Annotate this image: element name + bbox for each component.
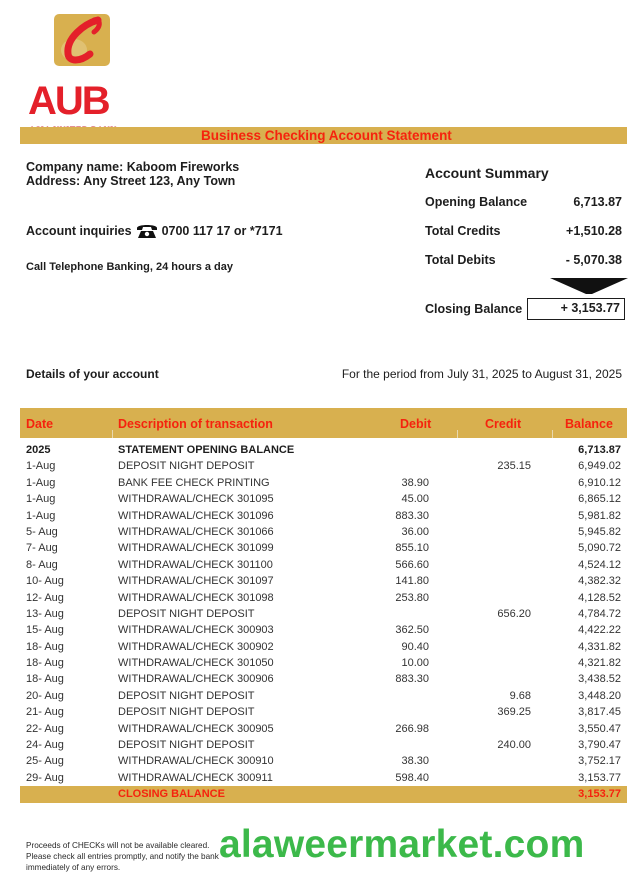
header-balance: Balance xyxy=(565,417,613,431)
table-row xyxy=(20,508,627,524)
cell-description: WITHDRAWAL/CHECK 301095 xyxy=(118,493,274,506)
summary-value: 6,713.87 xyxy=(573,195,622,209)
cell-description: STATEMENT OPENING BALANCE xyxy=(118,444,295,456)
footer-balance: 3,153.77 xyxy=(578,788,621,801)
cell-debit: 253.80 xyxy=(395,591,429,604)
cell-debit: 883.30 xyxy=(395,673,429,686)
cell-balance: 4,382.32 xyxy=(578,575,621,588)
summary-label: Opening Balance xyxy=(425,195,528,209)
cell-date: 18- Aug xyxy=(26,640,64,653)
logo-wordmark: AUB xyxy=(28,79,109,123)
cell-date: 7- Aug xyxy=(26,542,58,555)
bank-logo xyxy=(26,13,128,123)
table-row xyxy=(20,458,627,474)
table-row xyxy=(20,524,627,540)
cell-balance: 3,448.20 xyxy=(578,689,621,702)
cell-description: DEPOSIT NIGHT DEPOSIT xyxy=(118,607,255,620)
table-row xyxy=(20,639,627,655)
cell-debit: 10.00 xyxy=(401,657,429,670)
cell-debit: 38.90 xyxy=(401,476,429,489)
cell-description: WITHDRAWAL/CHECK 300905 xyxy=(118,722,274,735)
cell-description: WITHDRAWAL/CHECK 300906 xyxy=(118,673,274,686)
cell-balance: 3,790.47 xyxy=(578,739,621,752)
cell-balance: 6,865.12 xyxy=(578,493,621,506)
cell-description: WITHDRAWAL/CHECK 300902 xyxy=(118,640,274,653)
column-divider xyxy=(112,430,113,438)
table-row xyxy=(20,557,627,573)
table-row xyxy=(20,671,627,687)
cell-description: WITHDRAWAL/CHECK 301096 xyxy=(118,509,274,522)
cell-balance: 4,331.82 xyxy=(578,640,621,653)
cell-balance: 6,713.87 xyxy=(578,444,621,456)
statement-title-bar xyxy=(20,127,627,144)
cell-description: WITHDRAWAL/CHECK 300903 xyxy=(118,624,274,637)
header-date: Date xyxy=(26,417,54,431)
cell-date: 1-Aug xyxy=(26,460,56,473)
closing-balance-value: + 3,153.77 xyxy=(527,298,625,320)
cell-debit: 36.00 xyxy=(401,525,429,538)
cell-description: DEPOSIT NIGHT DEPOSIT xyxy=(118,460,255,473)
cell-date: 1-Aug xyxy=(26,509,56,522)
telephone-banking-note: Call Telephone Banking, 24 hours a day xyxy=(26,261,234,273)
cell-date: 13- Aug xyxy=(26,607,64,620)
cell-description: WITHDRAWAL/CHECK 301050 xyxy=(118,657,274,670)
cell-balance: 5,090.72 xyxy=(578,542,621,555)
cell-balance: 4,321.82 xyxy=(578,657,621,670)
table-row xyxy=(20,442,627,458)
header-credit: Credit xyxy=(485,417,522,431)
cell-debit: 38.30 xyxy=(401,755,429,768)
company-address: Address: Any Street 123, Any Town xyxy=(26,174,236,188)
table-row xyxy=(20,606,627,622)
cell-credit: 9.68 xyxy=(509,689,531,702)
cell-balance: 4,128.52 xyxy=(578,591,621,604)
table-row xyxy=(20,540,627,556)
column-divider xyxy=(457,430,458,438)
cell-date: 10- Aug xyxy=(26,575,64,588)
cell-description: WITHDRAWAL/CHECK 301097 xyxy=(118,575,274,588)
table-row xyxy=(20,590,627,606)
statement-period: For the period from July 31, 2025 to August 31, 2025 xyxy=(341,367,622,381)
cell-credit: 235.15 xyxy=(497,460,531,473)
table-row xyxy=(20,491,627,507)
inquiries-label: Account inquiries xyxy=(26,224,132,238)
cell-date: 15- Aug xyxy=(26,624,64,637)
cell-description: BANK FEE CHECK PRINTING xyxy=(118,476,270,489)
closing-balance-label: Closing Balance xyxy=(425,302,523,316)
cell-balance: 5,945.82 xyxy=(578,525,621,538)
account-inquiries xyxy=(26,222,283,240)
table-row xyxy=(20,753,627,769)
cell-date: 25- Aug xyxy=(26,755,64,768)
header-description: Description of transaction xyxy=(118,417,273,431)
account-summary-title: Account Summary xyxy=(425,165,549,181)
down-arrow-icon xyxy=(550,276,628,294)
cell-date: 2025 xyxy=(26,444,51,456)
cell-debit: 883.30 xyxy=(395,509,429,522)
table-row xyxy=(20,737,627,753)
telephone-icon xyxy=(136,223,158,239)
cell-debit: 266.98 xyxy=(395,722,429,735)
cell-balance: 3,438.52 xyxy=(578,673,621,686)
cell-date: 21- Aug xyxy=(26,706,64,719)
cell-date: 5- Aug xyxy=(26,525,58,538)
cell-debit: 90.40 xyxy=(401,640,429,653)
cell-description: DEPOSIT NIGHT DEPOSIT xyxy=(118,739,255,752)
cell-description: WITHDRAWAL/CHECK 300910 xyxy=(118,755,274,768)
cell-date: 24- Aug xyxy=(26,739,64,752)
cell-description: WITHDRAWAL/CHECK 301100 xyxy=(118,558,273,571)
summary-label: Total Credits xyxy=(425,224,501,238)
table-row xyxy=(20,475,627,491)
cell-debit: 855.10 xyxy=(395,542,429,555)
cell-description: WITHDRAWAL/CHECK 301099 xyxy=(118,542,274,555)
table-row xyxy=(20,688,627,704)
cell-balance: 6,949.02 xyxy=(578,460,621,473)
details-label: Details of your account xyxy=(26,367,159,381)
footer-disclaimer: Proceeds of CHECKs will not be available cleared. Please check all entries promptly, and notify the bank immediately of any errors. xyxy=(26,841,219,872)
summary-value: - 5,070.38 xyxy=(565,253,622,267)
cell-balance: 3,817.45 xyxy=(578,706,621,719)
cell-debit: 45.00 xyxy=(401,493,429,506)
cell-balance: 4,784.72 xyxy=(578,607,621,620)
cell-date: 1-Aug xyxy=(26,493,56,506)
phone-number: 0700 117 17 or *7171 xyxy=(161,224,283,238)
table-row xyxy=(20,573,627,589)
table-footer-closing xyxy=(20,786,627,803)
cell-debit: 141.80 xyxy=(395,575,429,588)
customer-info xyxy=(26,160,239,188)
cell-date: 8- Aug xyxy=(26,558,58,571)
table-header xyxy=(20,408,627,438)
cell-date: 29- Aug xyxy=(26,771,64,784)
cell-debit: 362.50 xyxy=(395,624,429,637)
cell-description: WITHDRAWAL/CHECK 301066 xyxy=(118,525,274,538)
cell-balance: 5,981.82 xyxy=(578,509,621,522)
transactions-table xyxy=(20,408,627,803)
cell-date: 22- Aug xyxy=(26,722,64,735)
cell-credit: 656.20 xyxy=(497,607,531,620)
footer-label: CLOSING BALANCE xyxy=(118,788,225,801)
cell-credit: 369.25 xyxy=(497,706,531,719)
cell-balance: 4,524.12 xyxy=(578,558,621,571)
cell-description: WITHDRAWAL/CHECK 300911 xyxy=(118,771,273,784)
header-debit: Debit xyxy=(400,417,432,431)
cell-description: DEPOSIT NIGHT DEPOSIT xyxy=(118,706,255,719)
cell-debit: 598.40 xyxy=(395,771,429,784)
cell-description: DEPOSIT NIGHT DEPOSIT xyxy=(118,689,255,702)
cell-date: 20- Aug xyxy=(26,689,64,702)
table-row xyxy=(20,655,627,671)
cell-date: 1-Aug xyxy=(26,476,56,489)
cell-balance: 6,910.12 xyxy=(578,476,621,489)
company-name: Company name: Kaboom Fireworks xyxy=(26,160,240,174)
summary-label: Total Debits xyxy=(425,253,496,267)
cell-balance: 4,422.22 xyxy=(578,624,621,637)
table-row xyxy=(20,770,627,786)
table-row xyxy=(20,721,627,737)
watermark-text: alaweermarket.com xyxy=(219,823,585,866)
aub-emblem-icon xyxy=(54,14,110,66)
cell-balance: 3,752.17 xyxy=(578,755,621,768)
table-row xyxy=(20,622,627,638)
table-body xyxy=(20,438,627,786)
table-row xyxy=(20,704,627,720)
column-divider xyxy=(552,430,553,438)
cell-balance: 3,153.77 xyxy=(578,771,621,784)
cell-credit: 240.00 xyxy=(497,739,531,752)
cell-date: 12- Aug xyxy=(26,591,64,604)
summary-value: +1,510.28 xyxy=(566,224,622,238)
cell-debit: 566.60 xyxy=(395,558,429,571)
cell-balance: 3,550.47 xyxy=(578,722,621,735)
cell-description: WITHDRAWAL/CHECK 301098 xyxy=(118,591,274,604)
cell-date: 18- Aug xyxy=(26,673,64,686)
statement-title: Business Checking Account Statement xyxy=(201,128,452,143)
cell-date: 18- Aug xyxy=(26,657,64,670)
